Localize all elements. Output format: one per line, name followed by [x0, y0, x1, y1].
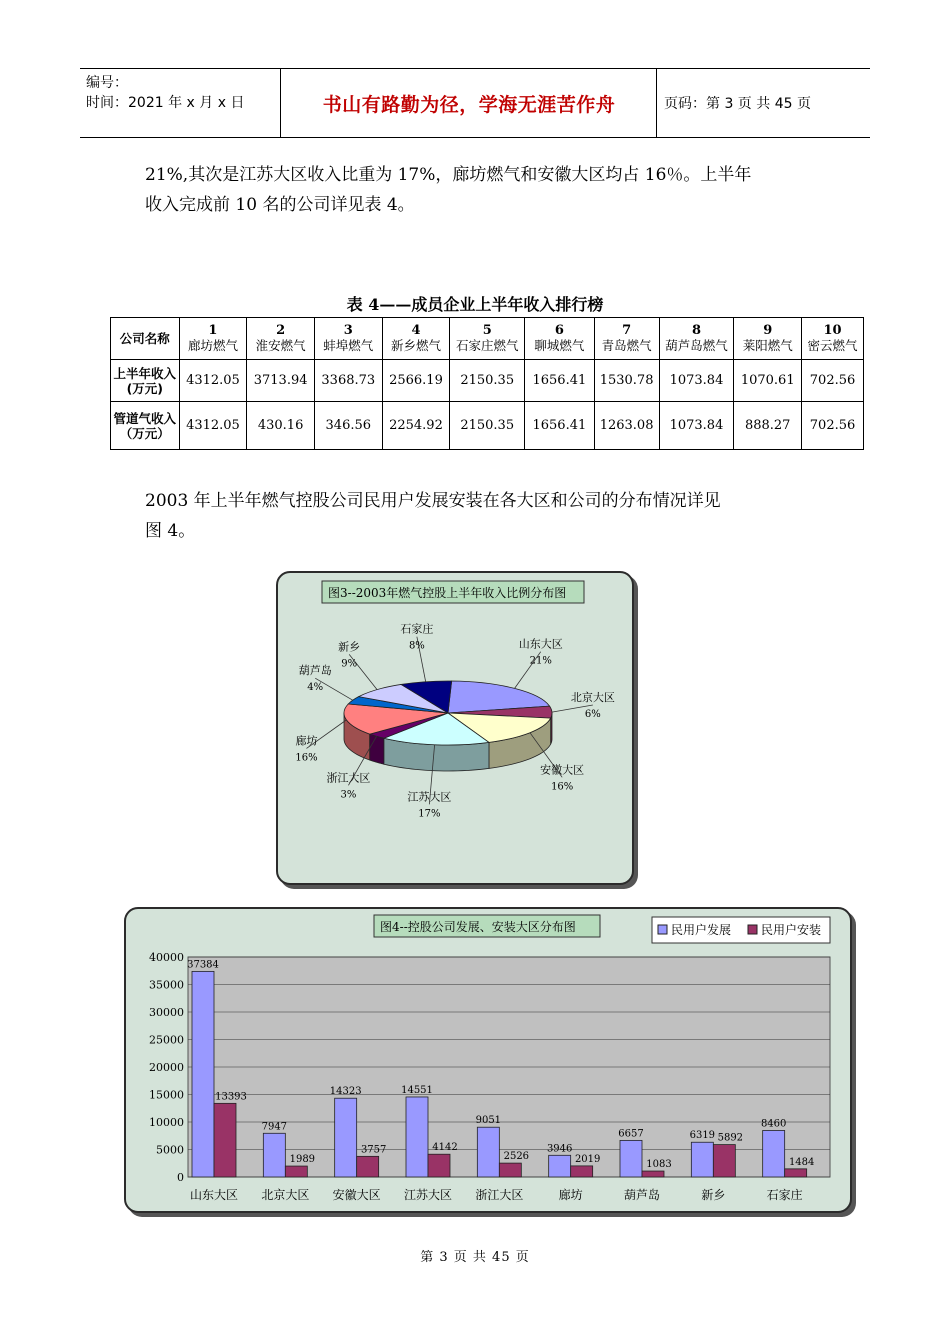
- bar-development: [335, 1098, 357, 1177]
- pie-value-label: 8%: [408, 640, 425, 652]
- bar-development: [691, 1142, 713, 1177]
- rank-column-header: [525, 318, 594, 360]
- x-category-label: 山东大区: [189, 1188, 239, 1202]
- pie-value-label: 16%: [551, 781, 574, 793]
- bar-data-label: 3757: [360, 1144, 387, 1156]
- bar-data-label: 2019: [574, 1153, 601, 1165]
- bar-data-label: 14323: [329, 1086, 362, 1098]
- rank-number: 4: [411, 323, 421, 338]
- pie-category-label: 石家庄: [400, 622, 434, 636]
- bar-data-label: 1484: [788, 1156, 815, 1168]
- revenue-cell: 2150.35: [450, 360, 525, 402]
- bar-data-label: 13393: [215, 1091, 247, 1103]
- y-tick-label: 40000: [149, 951, 184, 964]
- bar-development: [549, 1155, 571, 1177]
- revenue-cell: 2566.19: [382, 360, 450, 402]
- y-tick-label: 25000: [149, 1033, 184, 1047]
- paragraph-revenue-share: [145, 160, 825, 220]
- bar-development: [263, 1133, 285, 1177]
- bar-data-label: 5892: [717, 1132, 744, 1144]
- bar-installation: [642, 1171, 664, 1177]
- x-category-label: 石家庄: [766, 1188, 803, 1202]
- rank-number: 10: [823, 323, 842, 338]
- revenue-ranking-table: [110, 317, 864, 450]
- doc-number-label: 编号：: [86, 75, 128, 91]
- doc-time-label: 时间：2021 年 x 月 x 日: [86, 95, 245, 111]
- pie-value-label: 17%: [418, 808, 441, 820]
- revenue-row: [111, 360, 864, 402]
- rank-column-header: [179, 318, 247, 360]
- pie-label: [552, 690, 615, 720]
- bar-data-label: 6657: [618, 1128, 644, 1140]
- rank-number: 2: [276, 323, 286, 338]
- bar-title: 图4--控股公司发展、安装大区分布图: [380, 920, 576, 934]
- rank-number: 9: [763, 323, 773, 338]
- revenue-cell: 1073.84: [659, 360, 734, 402]
- bar-data-label: 37384: [187, 959, 219, 971]
- revenue-cell: 1530.78: [594, 360, 659, 402]
- bar-development: [763, 1130, 785, 1177]
- bar-installation: [499, 1163, 521, 1177]
- pie-label: [338, 639, 377, 689]
- company-name: 密云燃气: [807, 338, 858, 353]
- pipeline-revenue-cell: 4312.05: [179, 402, 247, 450]
- header-motto: 书山有路勤为径，学海无涯苦作舟: [322, 93, 616, 116]
- bar-installation: [285, 1166, 307, 1177]
- pie-value-label: 9%: [341, 658, 358, 670]
- company-name-header: 公司名称: [111, 318, 180, 360]
- rank-column-header: [450, 318, 525, 360]
- y-tick-label: 0: [177, 1171, 184, 1184]
- pie-value-label: 6%: [584, 708, 601, 720]
- rank-column-header: [734, 318, 802, 360]
- rank-column-header: [247, 318, 315, 360]
- pie-category-label: 浙江大区: [326, 771, 371, 785]
- company-name: 青岛燃气: [601, 338, 652, 353]
- pie-slice-side: [370, 734, 384, 764]
- company-name: 蚌埠燃气: [323, 338, 374, 353]
- bar-data-label: 8460: [760, 1118, 787, 1130]
- pie-label: [515, 637, 563, 689]
- rank-column-header: [314, 318, 382, 360]
- company-name: 淮安燃气: [255, 338, 306, 353]
- rank-number: 5: [482, 323, 492, 338]
- pie-category-label: 安徽大区: [540, 763, 585, 777]
- y-tick-label: 5000: [156, 1143, 184, 1157]
- rank-number: 6: [554, 323, 564, 338]
- bar-installation: [428, 1154, 450, 1177]
- pie-value-label: 3%: [340, 789, 357, 801]
- company-name: 聊城燃气: [534, 338, 585, 353]
- bar-data-label: 7947: [261, 1121, 288, 1133]
- paragraph-household-distribution: [145, 486, 825, 546]
- bar-installation: [571, 1166, 593, 1177]
- text-line: 2003 年上半年燃气控股公司民用户发展安装在各大区和公司的分布情况详见: [145, 491, 721, 511]
- pipeline-revenue-cell: 1073.84: [659, 402, 734, 450]
- bar-legend: [652, 917, 830, 943]
- bar-data-label: 9051: [475, 1115, 502, 1127]
- x-category-label: 廊坊: [558, 1188, 583, 1202]
- bar-data-label: 6319: [689, 1130, 716, 1142]
- bar-data-label: 14551: [401, 1084, 433, 1096]
- rank-number: 3: [343, 323, 353, 338]
- pipeline-revenue-cell: 702.56: [802, 402, 864, 450]
- pipeline-revenue-cell: 2254.92: [382, 402, 450, 450]
- text-line: 收入完成前 10 名的公司详见表 4。: [145, 195, 415, 215]
- bar-data-label: 3946: [546, 1143, 573, 1155]
- y-tick-label: 15000: [149, 1088, 184, 1102]
- rank-column-header: [382, 318, 450, 360]
- rank-column-header: [594, 318, 659, 360]
- bar-data-label: 1083: [646, 1159, 672, 1171]
- household-bar-chart: [126, 909, 850, 1211]
- table-header-row: [111, 318, 864, 360]
- x-category-label: 江苏大区: [403, 1188, 453, 1202]
- bar-development: [477, 1127, 499, 1177]
- pie-title: 图3--2003年燃气控股上半年收入比例分布图: [328, 586, 567, 600]
- pipeline-revenue-cell: 1263.08: [594, 402, 659, 450]
- pipeline-revenue-cell: 430.16: [247, 402, 315, 450]
- y-tick-label: 20000: [149, 1061, 184, 1074]
- pipeline-revenue-cell: 346.56: [314, 402, 382, 450]
- legend-label: 民用户安装: [761, 923, 822, 937]
- rank-number: 7: [622, 323, 632, 338]
- header-page-number: 页码：第 3 页 共 45 页: [664, 96, 811, 112]
- pie-label: [295, 720, 346, 764]
- pie-category-label: 廊坊: [295, 734, 318, 748]
- x-category-label: 新乡: [701, 1188, 726, 1202]
- pie-value-label: 21%: [529, 655, 552, 667]
- pie-category-label: 山东大区: [518, 637, 563, 651]
- pie-label: [400, 622, 433, 682]
- rank-column-header: [659, 318, 734, 360]
- header-divider: [280, 69, 281, 137]
- pie-category-label: 新乡: [338, 640, 361, 654]
- bar-development: [192, 971, 214, 1177]
- header-divider: [656, 69, 657, 137]
- bar-installation: [785, 1169, 807, 1177]
- revenue-cell: 702.56: [802, 360, 864, 402]
- x-category-label: 葫芦岛: [623, 1188, 661, 1202]
- rank-number: 8: [691, 323, 701, 338]
- bar-data-label: 1989: [289, 1154, 316, 1166]
- company-name: 廊坊燃气: [187, 338, 238, 353]
- page-footer: 第 3 页 共 45 页: [420, 1250, 530, 1265]
- x-category-label: 北京大区: [261, 1188, 310, 1202]
- text-line: 图 4。: [145, 521, 196, 541]
- header-meta: [86, 73, 244, 113]
- pie-chart-panel: [276, 571, 634, 885]
- pie-category-label: 北京大区: [570, 690, 615, 704]
- bar-installation: [214, 1103, 236, 1177]
- page-header: [80, 68, 870, 138]
- table-title: 表 4——成员企业上半年收入排行榜: [346, 295, 604, 314]
- revenue-cell: 3368.73: [314, 360, 382, 402]
- x-category-label: 安徽大区: [332, 1188, 381, 1202]
- text-line: 21%,其次是江苏大区收入比重为 17%，廊坊燃气和安徽大区均占 16％。上半年: [145, 165, 752, 185]
- bar-installation: [713, 1145, 735, 1177]
- pipeline-row: [111, 402, 864, 450]
- pie-category-label: 葫芦岛: [298, 664, 332, 678]
- y-tick-label: 35000: [149, 978, 184, 992]
- x-category-label: 浙江大区: [475, 1188, 524, 1202]
- bar-data-label: 2526: [503, 1151, 530, 1163]
- bar-development: [406, 1097, 428, 1177]
- revenue-pie-chart: [278, 573, 632, 883]
- rank-number: 1: [208, 323, 218, 338]
- company-name: 石家庄燃气: [455, 338, 519, 353]
- company-name: 莱阳燃气: [742, 338, 793, 353]
- revenue-cell: 3713.94: [247, 360, 315, 402]
- revenue-cell: 1070.61: [734, 360, 802, 402]
- revenue-cell: 1656.41: [525, 360, 594, 402]
- pie-value-label: 16%: [295, 752, 318, 764]
- pie-category-label: 江苏大区: [407, 790, 452, 804]
- y-tick-label: 10000: [149, 1116, 184, 1129]
- pipeline-revenue-cell: 888.27: [734, 402, 802, 450]
- legend-swatch: [748, 925, 757, 934]
- bar-installation: [357, 1156, 379, 1177]
- pie-value-label: 4%: [307, 682, 324, 694]
- bar-chart-panel: [124, 907, 852, 1213]
- legend-label: 民用户发展: [671, 923, 732, 937]
- company-name: 新乡燃气: [390, 338, 441, 353]
- bar-data-label: 4142: [432, 1142, 458, 1154]
- bar-development: [620, 1140, 642, 1177]
- y-tick-label: 30000: [149, 1006, 184, 1019]
- pipeline-row-header: 管道气收入（万元）: [111, 402, 180, 450]
- company-name: 葫芦岛燃气: [665, 338, 728, 353]
- pipeline-revenue-cell: 1656.41: [525, 402, 594, 450]
- pipeline-revenue-cell: 2150.35: [450, 402, 525, 450]
- revenue-row-header: 上半年收入(万元): [111, 360, 180, 402]
- rank-column-header: [802, 318, 864, 360]
- revenue-cell: 4312.05: [179, 360, 247, 402]
- legend-swatch: [658, 925, 667, 934]
